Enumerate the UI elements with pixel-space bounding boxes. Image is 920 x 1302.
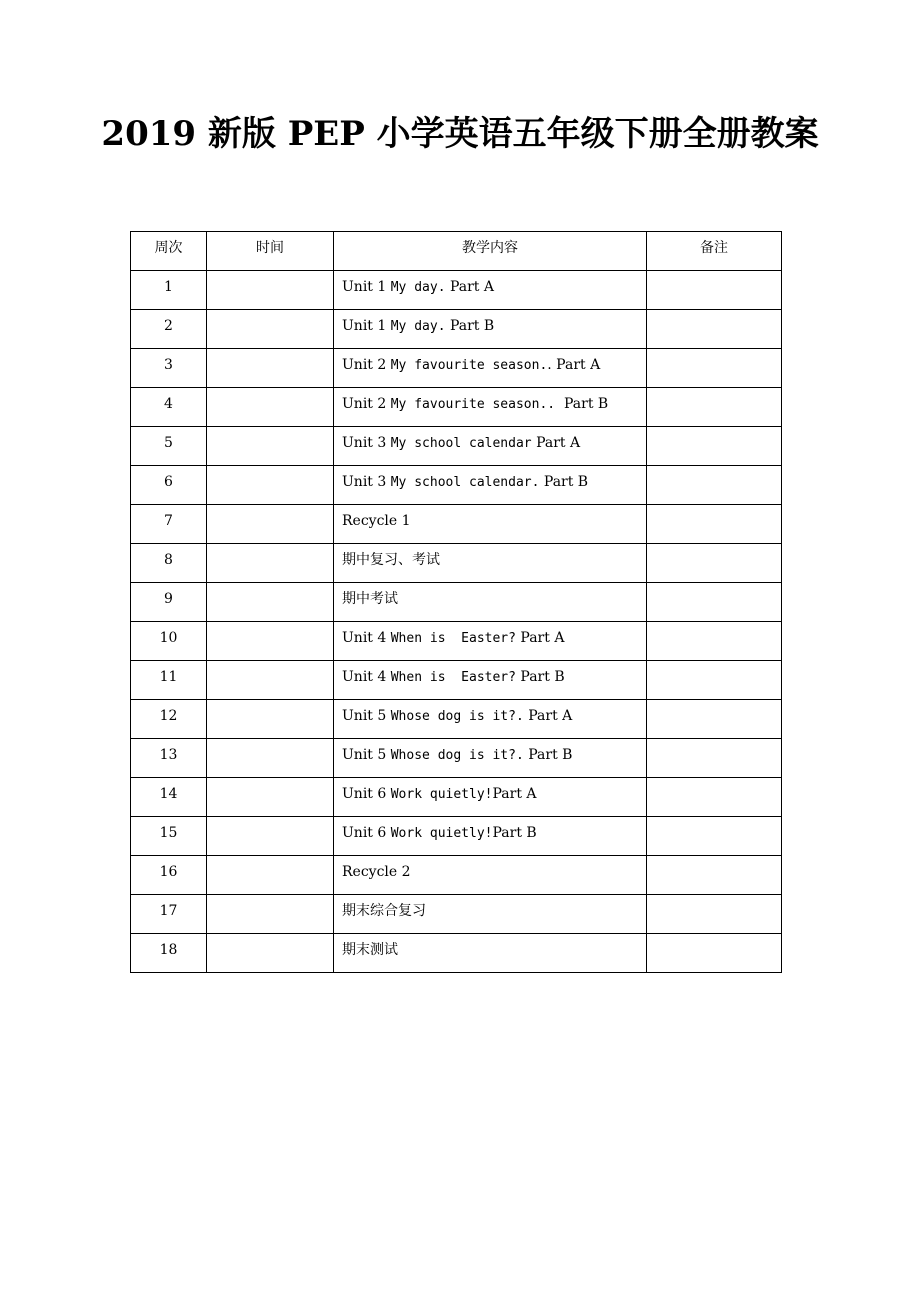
week-cell: 11 — [131, 661, 207, 700]
content-part-label: Part B — [515, 669, 565, 685]
week-cell: 12 — [131, 700, 207, 739]
content-part-label: . Part A — [547, 357, 601, 373]
content-cell — [334, 427, 647, 466]
table-row — [131, 739, 782, 778]
notes-cell — [647, 271, 782, 310]
time-cell — [207, 778, 334, 817]
content-part-label: Part B — [539, 474, 589, 490]
time-cell — [207, 505, 334, 544]
table-row — [131, 856, 782, 895]
table-row — [131, 466, 782, 505]
content-unit-label: Unit 2 — [342, 396, 391, 412]
notes-cell — [647, 700, 782, 739]
week-cell: 1 — [131, 271, 207, 310]
time-cell — [207, 895, 334, 934]
week-cell: 3 — [131, 349, 207, 388]
week-cell: 4 — [131, 388, 207, 427]
content-cell — [334, 349, 647, 388]
content-unit-label: Unit 5 — [342, 708, 391, 724]
time-cell — [207, 349, 334, 388]
content-part-label: Part B — [555, 396, 609, 412]
week-cell: 2 — [131, 310, 207, 349]
content-unit-label: Unit 1 — [342, 279, 391, 295]
content-part-label: Part A — [492, 786, 537, 802]
time-cell — [207, 817, 334, 856]
header-week: 周次 — [131, 232, 207, 271]
week-cell: 17 — [131, 895, 207, 934]
content-part-label: Part A — [531, 435, 581, 451]
week-cell: 15 — [131, 817, 207, 856]
content-unit-label: 期中复习、考试 — [342, 552, 440, 568]
week-cell: 14 — [131, 778, 207, 817]
notes-cell — [647, 349, 782, 388]
content-unit-title: My favourite season. — [390, 358, 548, 373]
table-row — [131, 778, 782, 817]
content-unit-title: Whose dog is it?. — [390, 748, 524, 763]
content-cell — [334, 661, 647, 700]
content-unit-label: Unit 6 — [342, 786, 391, 802]
table-row — [131, 427, 782, 466]
content-unit-label: Recycle 1 — [342, 513, 411, 529]
week-cell: 13 — [131, 739, 207, 778]
content-cell — [334, 739, 647, 778]
content-unit-label: 期末测试 — [342, 942, 398, 958]
week-cell: 5 — [131, 427, 207, 466]
time-cell — [207, 466, 334, 505]
notes-cell — [647, 388, 782, 427]
content-unit-label: 期末综合复习 — [342, 903, 426, 919]
content-unit-label: Unit 4 — [342, 630, 391, 646]
time-cell — [207, 583, 334, 622]
notes-cell — [647, 934, 782, 973]
notes-cell — [647, 466, 782, 505]
notes-cell — [647, 661, 782, 700]
content-cell — [334, 466, 647, 505]
content-unit-label: Unit 1 — [342, 318, 391, 334]
content-unit-title: Work quietly! — [390, 787, 493, 802]
notes-cell — [647, 817, 782, 856]
week-cell: 16 — [131, 856, 207, 895]
table-row — [131, 271, 782, 310]
content-unit-label: 期中考试 — [342, 591, 398, 607]
content-part-label: Part A — [523, 708, 573, 724]
content-unit-title: My school calendar — [390, 436, 532, 451]
table-row — [131, 622, 782, 661]
content-unit-label: Unit 3 — [342, 435, 391, 451]
content-unit-label: Unit 3 — [342, 474, 391, 490]
notes-cell — [647, 778, 782, 817]
content-unit-label: Unit 4 — [342, 669, 391, 685]
notes-cell — [647, 427, 782, 466]
content-cell — [334, 271, 647, 310]
content-part-label: Part B — [523, 747, 573, 763]
header-time: 时间 — [207, 232, 334, 271]
time-cell — [207, 544, 334, 583]
content-unit-title: Work quietly! — [390, 826, 493, 841]
table-row — [131, 505, 782, 544]
week-cell: 7 — [131, 505, 207, 544]
table-row — [131, 895, 782, 934]
content-unit-title: My day. — [390, 280, 446, 295]
table-row — [131, 661, 782, 700]
table-row — [131, 934, 782, 973]
content-unit-label: Unit 6 — [342, 825, 391, 841]
content-cell — [334, 505, 647, 544]
table-row — [131, 349, 782, 388]
week-cell: 8 — [131, 544, 207, 583]
content-cell — [334, 700, 647, 739]
content-unit-title: My day. — [390, 319, 446, 334]
content-unit-title: When is Easter? — [390, 670, 516, 685]
content-unit-title: My school calendar. — [390, 475, 540, 490]
week-cell: 10 — [131, 622, 207, 661]
content-cell — [334, 895, 647, 934]
time-cell — [207, 739, 334, 778]
content-cell — [334, 817, 647, 856]
time-cell — [207, 310, 334, 349]
time-cell — [207, 271, 334, 310]
content-unit-title: My favourite season.. — [390, 397, 556, 412]
content-cell — [334, 544, 647, 583]
notes-cell — [647, 505, 782, 544]
header-content: 教学内容 — [334, 232, 647, 271]
table-row — [131, 817, 782, 856]
week-cell: 6 — [131, 466, 207, 505]
notes-cell — [647, 856, 782, 895]
time-cell — [207, 661, 334, 700]
notes-cell — [647, 583, 782, 622]
time-cell — [207, 856, 334, 895]
header-notes: 备注 — [647, 232, 782, 271]
notes-cell — [647, 310, 782, 349]
content-unit-title: Whose dog is it?. — [390, 709, 524, 724]
time-cell — [207, 934, 334, 973]
notes-cell — [647, 622, 782, 661]
content-part-label: Part A — [515, 630, 565, 646]
document-title: 2019 新版 PEP 小学英语五年级下册全册教案 — [101, 114, 819, 154]
content-cell — [334, 310, 647, 349]
week-cell: 9 — [131, 583, 207, 622]
time-cell — [207, 700, 334, 739]
content-part-label: Part B — [492, 825, 537, 841]
lesson-plan-table — [130, 231, 782, 973]
content-unit-label: Recycle 2 — [342, 864, 411, 880]
content-part-label: Part A — [445, 279, 494, 295]
content-cell — [334, 388, 647, 427]
time-cell — [207, 388, 334, 427]
content-unit-label: Unit 2 — [342, 357, 391, 373]
content-cell — [334, 934, 647, 973]
table-row — [131, 700, 782, 739]
notes-cell — [647, 544, 782, 583]
week-cell: 18 — [131, 934, 207, 973]
content-part-label: Part B — [445, 318, 495, 334]
time-cell — [207, 427, 334, 466]
table-header-row — [131, 232, 782, 271]
content-unit-title: When is Easter? — [390, 631, 516, 646]
table-body — [131, 271, 782, 973]
content-cell — [334, 622, 647, 661]
content-cell — [334, 778, 647, 817]
table-row — [131, 388, 782, 427]
table-row — [131, 583, 782, 622]
notes-cell — [647, 895, 782, 934]
table-row — [131, 310, 782, 349]
table-row — [131, 544, 782, 583]
time-cell — [207, 622, 334, 661]
content-cell — [334, 856, 647, 895]
notes-cell — [647, 739, 782, 778]
content-cell — [334, 583, 647, 622]
content-unit-label: Unit 5 — [342, 747, 391, 763]
